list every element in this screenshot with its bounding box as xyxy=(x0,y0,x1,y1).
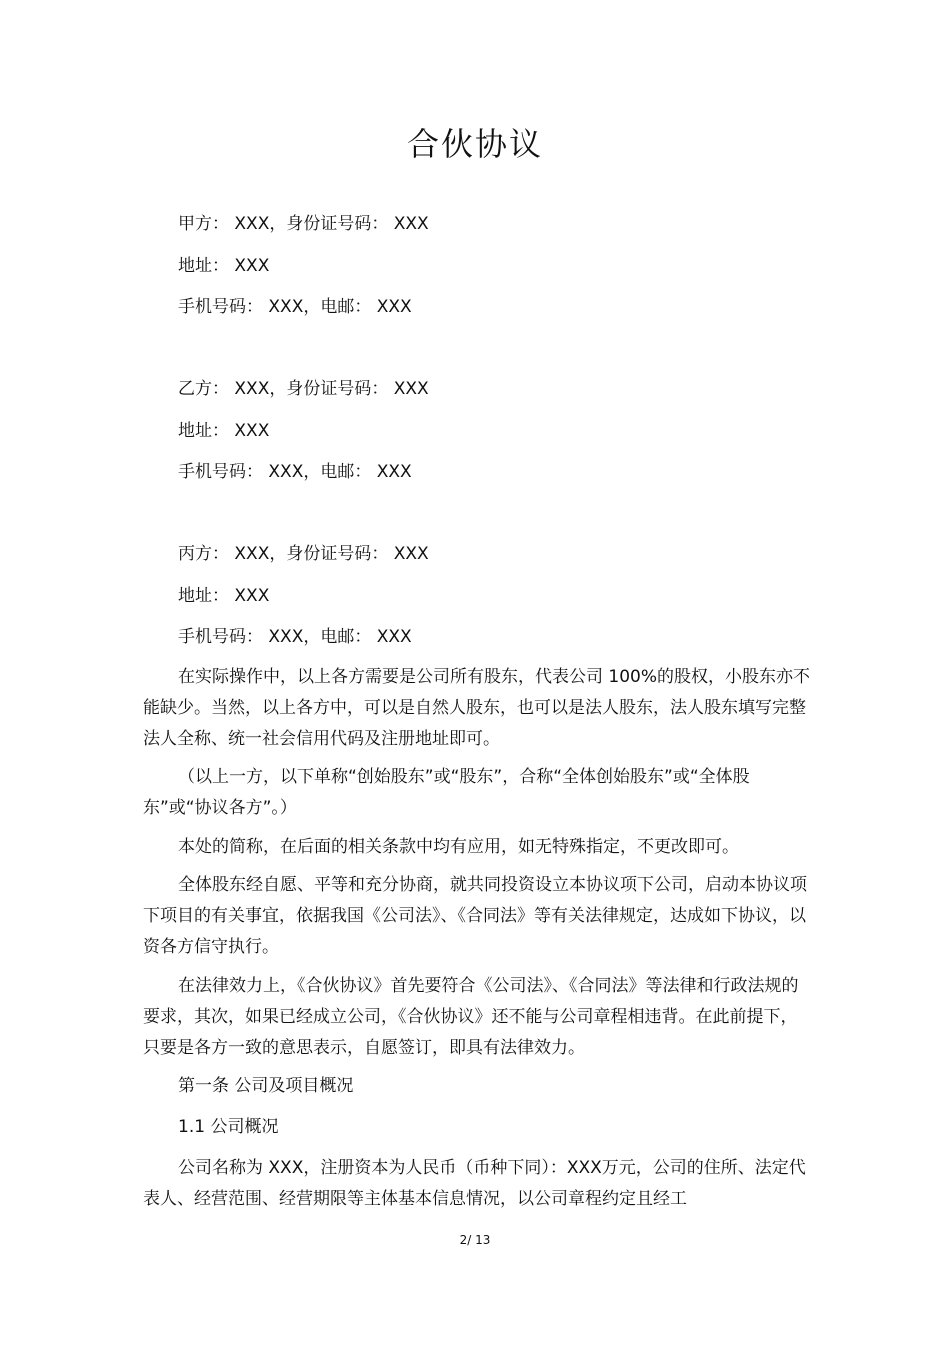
paragraph-agreement-basis: 全体股东经自愿、平等和充分协商，就共同投资设立本协议项下公司，启动本协议项下项目的有关事宜，依据我国《公司法》、《合同法》等有关法律规定，达成如下协议，以资各方信守执行。 xyxy=(143,875,807,957)
paragraph-abbreviation-usage: 本处的简称，在后面的相关条款中均有应用，如无特殊指定，不更改即可。 xyxy=(178,837,739,857)
page-number: 2/ 13 xyxy=(459,1233,491,1247)
section-1-1-heading: 1.1 公司概况 xyxy=(178,1117,279,1137)
party-b-id-line: 乙方： XXX，身份证号码： XXX xyxy=(178,379,429,399)
paragraph-company-overview: 公司名称为 XXX，注册资本为人民币（币种下同）：XXX万元，公司的住所、法定代表人、经营范围、经营期限等主体基本信息情况，以公司章程约定且经工 xyxy=(143,1158,806,1209)
party-a-id-line: 甲方： XXX，身份证号码： XXX xyxy=(178,214,429,234)
party-b-contact: 手机号码： XXX，电邮： XXX xyxy=(178,462,412,482)
paragraph-legal-effect: 在法律效力上，《合伙协议》首先要符合《公司法》、《合同法》等法律和行政法规的要求，其次，如果已经成立公司，《合伙协议》还不能与公司章程相违背。在此前提下，只要是各方一致的意思表示，自愿签订，即具有法律效力。 xyxy=(143,976,799,1058)
party-b-address: 地址： XXX xyxy=(178,421,270,441)
party-c-address: 地址： XXX xyxy=(178,586,270,606)
article-1-heading: 第一条 公司及项目概况 xyxy=(178,1076,354,1096)
party-a-contact: 手机号码： XXX，电邮： XXX xyxy=(178,297,412,317)
document-title: 合伙协议 xyxy=(406,125,543,163)
paragraph-shareholders-note: 在实际操作中，以上各方需要是公司所有股东，代表公司 100%的股权，小股东亦不能缺少。当然，以上各方中，可以是自然人股东，也可以是法人股东，法人股东填写完整法人全称、统一社会信用代码及注册地址即可。 xyxy=(143,667,811,749)
party-a-address: 地址： XXX xyxy=(178,256,270,276)
party-c-id-line: 丙方： XXX，身份证号码： XXX xyxy=(178,544,429,564)
paragraph-abbreviations: （以上一方，以下单称“创始股东”或“股东”，合称“全体创始股东”或“全体股东”或“协议各方”。） xyxy=(143,767,750,818)
party-c-contact: 手机号码： XXX，电邮： XXX xyxy=(178,627,412,647)
